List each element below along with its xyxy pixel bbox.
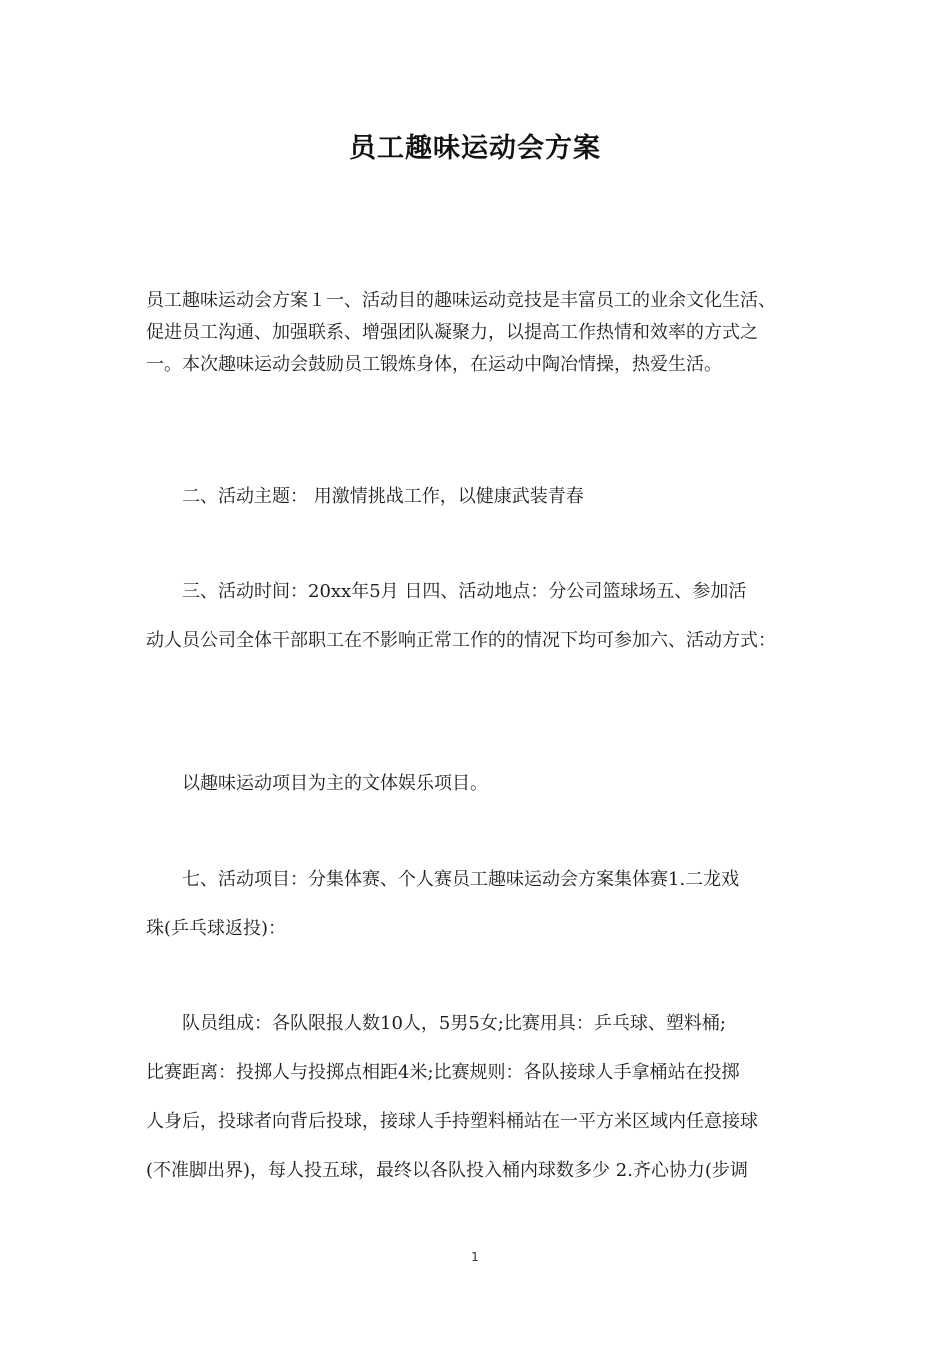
paragraph-line: 七、活动项目：分集体赛、个人赛员工趣味运动会方案集体赛1.二龙戏: [146, 869, 740, 890]
paragraph-time-location: [146, 567, 806, 665]
paragraph-line: 珠(乒乓球返投)：: [146, 918, 287, 939]
paragraph-theme: [146, 481, 806, 513]
paragraph-team-rules: [146, 999, 806, 1195]
paragraph-activity-mode: [146, 768, 806, 800]
paragraph-purpose: [146, 285, 806, 381]
paragraph-line: 比赛距离：投掷人与投掷点相距4米;比赛规则：各队接球人手拿桶站在投掷: [146, 1062, 740, 1083]
paragraph-line: 一。本次趣味运动会鼓励员工锻炼身体，在运动中陶冶情操，热爱生活。: [146, 354, 722, 375]
page-number: 1: [471, 1250, 479, 1264]
paragraph-line: 二、活动主题： 用激情挑战工作，以健康武装青春: [146, 486, 584, 507]
paragraph-line: 促进员工沟通、加强联系、增强团队凝聚力，以提高工作热情和效率的方式之: [146, 322, 758, 343]
paragraph-line: 动人员公司全体干部职工在不影响正常工作的的情况下均可参加六、活动方式：: [146, 630, 776, 651]
paragraph-line: 员工趣味运动会方案１一、活动目的趣味运动竞技是丰富员工的业余文化生活、: [146, 290, 776, 311]
paragraph-line: 三、活动时间：20xx年5月 日四、活动地点：分公司篮球场五、参加活: [146, 581, 747, 602]
paragraph-activity-items: [146, 855, 806, 953]
paragraph-line: 人身后，投球者向背后投球，接球人手持塑料桶站在一平方米区域内任意接球: [146, 1111, 758, 1132]
document-title: 员工趣味运动会方案: [349, 133, 601, 164]
paragraph-line: 队员组成：各队限报人数10人，5男5女;比赛用具：乒乓球、塑料桶;: [146, 1013, 726, 1034]
paragraph-line: (不准脚出界)，每人投五球，最终以各队投入桶内球数多少 2.齐心协力(步调: [146, 1160, 748, 1181]
paragraph-line: 以趣味运动项目为主的文体娱乐项目。: [146, 773, 488, 794]
